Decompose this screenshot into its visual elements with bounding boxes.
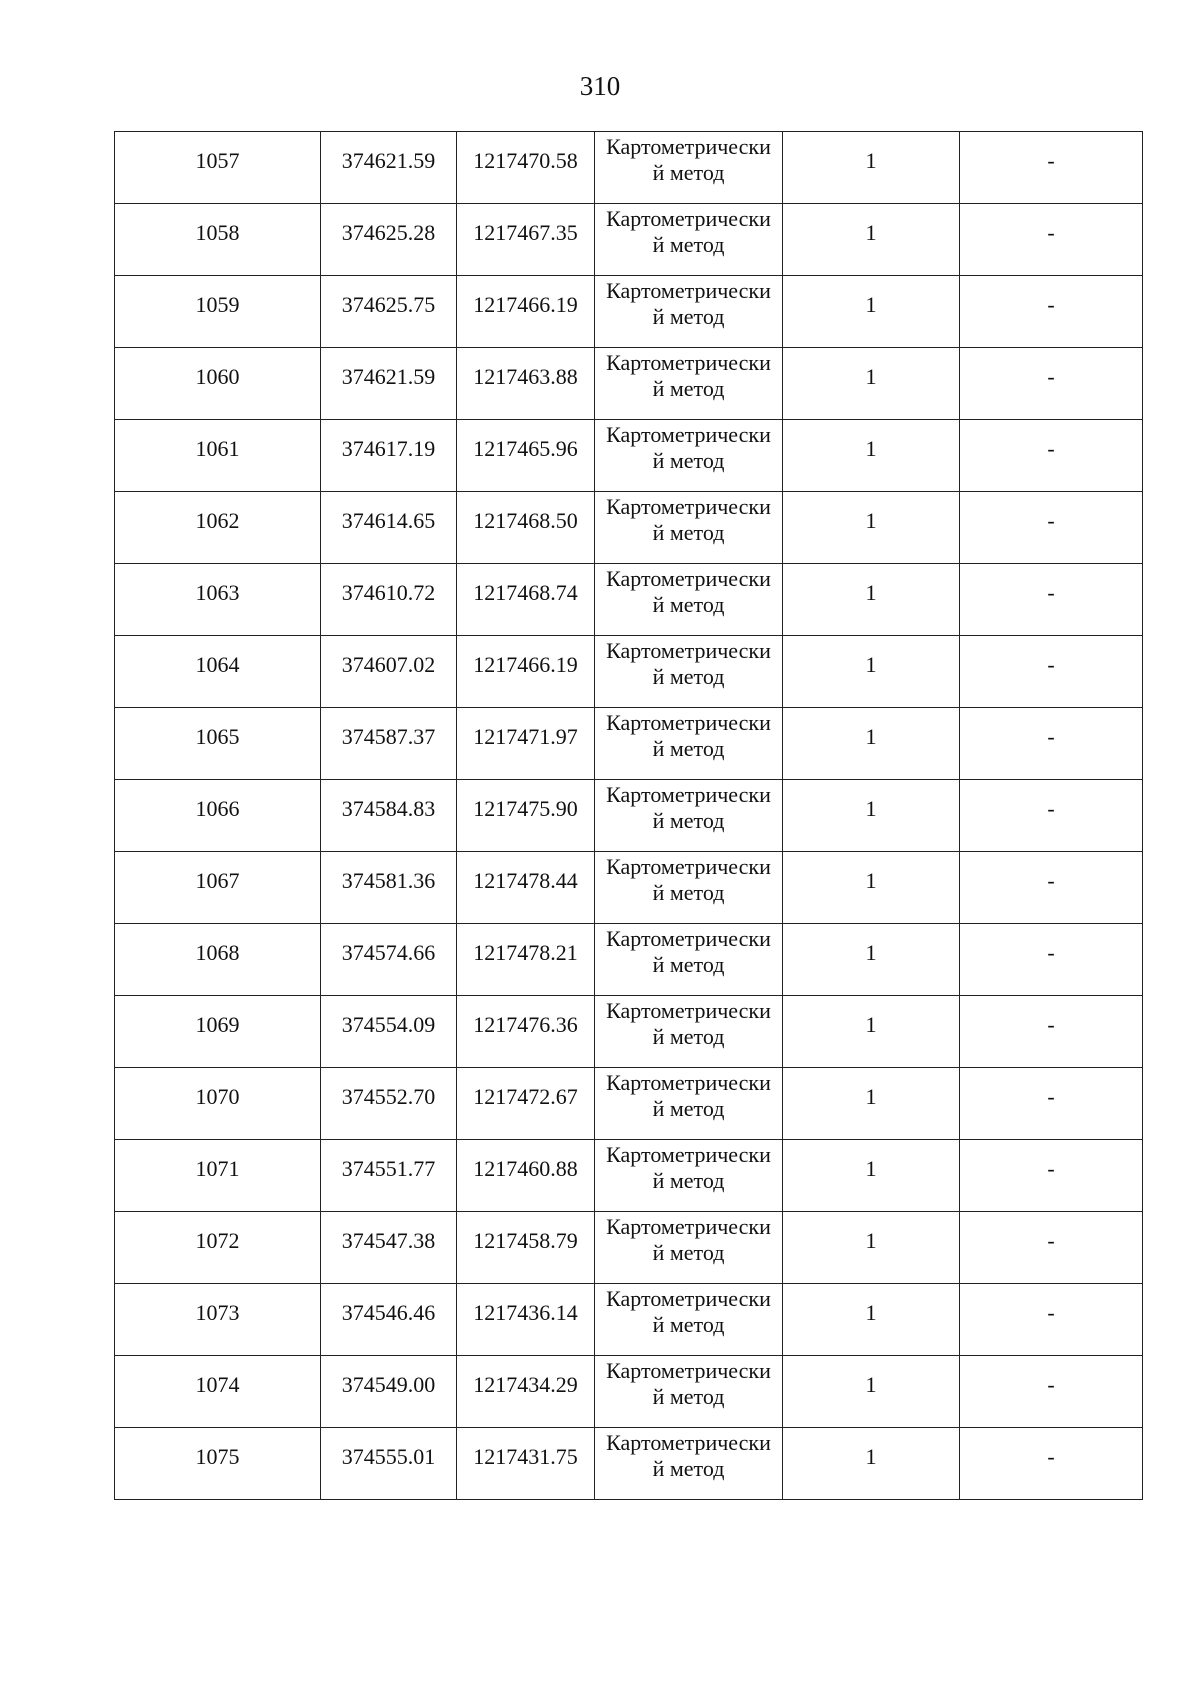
cell-x-coordinate: 374607.02 — [321, 636, 457, 708]
method-text-line-1: Картометрически — [606, 638, 771, 663]
method-text-line-1: Картометрически — [606, 854, 771, 879]
cell-description: - — [960, 1212, 1143, 1284]
method-text-line-2: й метод — [652, 880, 725, 905]
method-text-line-1: Картометрически — [606, 350, 771, 375]
method-text-line-1: Картометрически — [606, 926, 771, 951]
cell-description: - — [960, 132, 1143, 204]
cell-precision: 1 — [783, 276, 960, 348]
cell-description: - — [960, 564, 1143, 636]
cell-description: - — [960, 708, 1143, 780]
cell-method — [595, 924, 783, 996]
cell-point-number: 1067 — [115, 852, 321, 924]
cell-method — [595, 1140, 783, 1212]
table-row — [115, 1140, 1143, 1212]
method-text-line-2: й метод — [652, 1384, 725, 1409]
table-row — [115, 636, 1143, 708]
table-row — [115, 564, 1143, 636]
cell-description: - — [960, 420, 1143, 492]
cell-precision: 1 — [783, 924, 960, 996]
method-text-line-2: й метод — [652, 448, 725, 473]
cell-y-coordinate: 1217434.29 — [457, 1356, 595, 1428]
cell-method — [595, 1428, 783, 1500]
method-text-line-2: й метод — [652, 736, 725, 761]
cell-method — [595, 780, 783, 852]
method-text-line-1: Картометрически — [606, 206, 771, 231]
table-row — [115, 996, 1143, 1068]
cell-point-number: 1058 — [115, 204, 321, 276]
cell-x-coordinate: 374547.38 — [321, 1212, 457, 1284]
table-row — [115, 348, 1143, 420]
cell-x-coordinate: 374554.09 — [321, 996, 457, 1068]
table-row — [115, 852, 1143, 924]
method-text-line-2: й метод — [652, 304, 725, 329]
table-row — [115, 1356, 1143, 1428]
method-text-line-2: й метод — [652, 160, 725, 185]
cell-method — [595, 1356, 783, 1428]
cell-method — [595, 636, 783, 708]
cell-method — [595, 132, 783, 204]
cell-x-coordinate: 374621.59 — [321, 132, 457, 204]
coordinates-table-body — [115, 132, 1143, 1500]
cell-description: - — [960, 924, 1143, 996]
cell-point-number: 1068 — [115, 924, 321, 996]
cell-y-coordinate: 1217478.21 — [457, 924, 595, 996]
method-text-line-2: й метод — [652, 1456, 725, 1481]
method-text-line-2: й метод — [652, 952, 725, 977]
table-row — [115, 708, 1143, 780]
cell-point-number: 1071 — [115, 1140, 321, 1212]
cell-point-number: 1072 — [115, 1212, 321, 1284]
cell-description: - — [960, 1284, 1143, 1356]
cell-precision: 1 — [783, 1428, 960, 1500]
cell-precision: 1 — [783, 780, 960, 852]
method-text-line-1: Картометрически — [606, 998, 771, 1023]
cell-precision: 1 — [783, 420, 960, 492]
table-row — [115, 1284, 1143, 1356]
cell-x-coordinate: 374549.00 — [321, 1356, 457, 1428]
cell-method — [595, 852, 783, 924]
method-text-line-2: й метод — [652, 664, 725, 689]
method-text-line-1: Картометрически — [606, 1358, 771, 1383]
cell-y-coordinate: 1217471.97 — [457, 708, 595, 780]
cell-point-number: 1062 — [115, 492, 321, 564]
method-text-line-1: Картометрически — [606, 1430, 771, 1455]
method-text-line-1: Картометрически — [606, 1214, 771, 1239]
cell-y-coordinate: 1217468.50 — [457, 492, 595, 564]
cell-description: - — [960, 780, 1143, 852]
cell-description: - — [960, 348, 1143, 420]
cell-x-coordinate: 374584.83 — [321, 780, 457, 852]
cell-point-number: 1075 — [115, 1428, 321, 1500]
cell-precision: 1 — [783, 204, 960, 276]
table-row — [115, 132, 1143, 204]
cell-x-coordinate: 374625.28 — [321, 204, 457, 276]
method-text-line-2: й метод — [652, 520, 725, 545]
cell-description: - — [960, 636, 1143, 708]
cell-point-number: 1069 — [115, 996, 321, 1068]
cell-y-coordinate: 1217470.58 — [457, 132, 595, 204]
cell-x-coordinate: 374574.66 — [321, 924, 457, 996]
cell-x-coordinate: 374621.59 — [321, 348, 457, 420]
cell-y-coordinate: 1217472.67 — [457, 1068, 595, 1140]
cell-description: - — [960, 276, 1143, 348]
method-text-line-1: Картометрически — [606, 422, 771, 447]
cell-method — [595, 708, 783, 780]
method-text-line-1: Картометрически — [606, 1142, 771, 1167]
cell-y-coordinate: 1217466.19 — [457, 636, 595, 708]
cell-precision: 1 — [783, 492, 960, 564]
cell-precision: 1 — [783, 1284, 960, 1356]
cell-description: - — [960, 204, 1143, 276]
table-row — [115, 1428, 1143, 1500]
cell-method — [595, 492, 783, 564]
method-text-line-1: Картометрически — [606, 134, 771, 159]
cell-method — [595, 420, 783, 492]
cell-precision: 1 — [783, 996, 960, 1068]
cell-y-coordinate: 1217467.35 — [457, 204, 595, 276]
cell-y-coordinate: 1217431.75 — [457, 1428, 595, 1500]
cell-description: - — [960, 1068, 1143, 1140]
cell-x-coordinate: 374581.36 — [321, 852, 457, 924]
method-text-line-1: Картометрически — [606, 494, 771, 519]
cell-point-number: 1074 — [115, 1356, 321, 1428]
method-text-line-2: й метод — [652, 1312, 725, 1337]
table-row — [115, 204, 1143, 276]
method-text-line-2: й метод — [652, 1024, 725, 1049]
cell-precision: 1 — [783, 708, 960, 780]
cell-x-coordinate: 374546.46 — [321, 1284, 457, 1356]
table-row — [115, 780, 1143, 852]
cell-x-coordinate: 374587.37 — [321, 708, 457, 780]
cell-description: - — [960, 996, 1143, 1068]
cell-precision: 1 — [783, 564, 960, 636]
table-row — [115, 1068, 1143, 1140]
cell-method — [595, 996, 783, 1068]
cell-precision: 1 — [783, 636, 960, 708]
table-row — [115, 276, 1143, 348]
method-text-line-2: й метод — [652, 1240, 725, 1265]
method-text-line-2: й метод — [652, 1168, 725, 1193]
cell-y-coordinate: 1217436.14 — [457, 1284, 595, 1356]
cell-x-coordinate: 374610.72 — [321, 564, 457, 636]
cell-x-coordinate: 374551.77 — [321, 1140, 457, 1212]
coordinates-table — [114, 131, 1143, 1500]
cell-method — [595, 1284, 783, 1356]
cell-method — [595, 204, 783, 276]
cell-method — [595, 348, 783, 420]
cell-description: - — [960, 492, 1143, 564]
cell-method — [595, 276, 783, 348]
cell-y-coordinate: 1217465.96 — [457, 420, 595, 492]
cell-description: - — [960, 1428, 1143, 1500]
cell-point-number: 1073 — [115, 1284, 321, 1356]
cell-description: - — [960, 852, 1143, 924]
table-row — [115, 492, 1143, 564]
method-text-line-1: Картометрически — [606, 1286, 771, 1311]
cell-point-number: 1061 — [115, 420, 321, 492]
method-text-line-2: й метод — [652, 1096, 725, 1121]
cell-precision: 1 — [783, 348, 960, 420]
cell-point-number: 1057 — [115, 132, 321, 204]
cell-y-coordinate: 1217458.79 — [457, 1212, 595, 1284]
cell-precision: 1 — [783, 1068, 960, 1140]
cell-point-number: 1065 — [115, 708, 321, 780]
cell-method — [595, 1212, 783, 1284]
cell-point-number: 1060 — [115, 348, 321, 420]
cell-y-coordinate: 1217468.74 — [457, 564, 595, 636]
cell-precision: 1 — [783, 852, 960, 924]
method-text-line-1: Картометрически — [606, 710, 771, 735]
cell-method — [595, 564, 783, 636]
cell-method — [595, 1068, 783, 1140]
cell-description: - — [960, 1356, 1143, 1428]
cell-x-coordinate: 374625.75 — [321, 276, 457, 348]
cell-point-number: 1070 — [115, 1068, 321, 1140]
cell-precision: 1 — [783, 132, 960, 204]
cell-x-coordinate: 374555.01 — [321, 1428, 457, 1500]
method-text-line-1: Картометрически — [606, 1070, 771, 1095]
cell-y-coordinate: 1217460.88 — [457, 1140, 595, 1212]
table-row — [115, 1212, 1143, 1284]
cell-precision: 1 — [783, 1356, 960, 1428]
cell-y-coordinate: 1217466.19 — [457, 276, 595, 348]
cell-point-number: 1064 — [115, 636, 321, 708]
method-text-line-2: й метод — [652, 232, 725, 257]
cell-point-number: 1066 — [115, 780, 321, 852]
cell-x-coordinate: 374614.65 — [321, 492, 457, 564]
method-text-line-2: й метод — [652, 592, 725, 617]
table-row — [115, 420, 1143, 492]
cell-point-number: 1063 — [115, 564, 321, 636]
cell-y-coordinate: 1217478.44 — [457, 852, 595, 924]
method-text-line-1: Картометрически — [606, 782, 771, 807]
cell-y-coordinate: 1217476.36 — [457, 996, 595, 1068]
cell-description: - — [960, 1140, 1143, 1212]
cell-x-coordinate: 374552.70 — [321, 1068, 457, 1140]
page-number: 310 — [579, 71, 621, 101]
cell-y-coordinate: 1217463.88 — [457, 348, 595, 420]
cell-x-coordinate: 374617.19 — [321, 420, 457, 492]
method-text-line-1: Картометрически — [606, 566, 771, 591]
method-text-line-2: й метод — [652, 376, 725, 401]
table-row — [115, 924, 1143, 996]
cell-point-number: 1059 — [115, 276, 321, 348]
cell-precision: 1 — [783, 1212, 960, 1284]
cell-y-coordinate: 1217475.90 — [457, 780, 595, 852]
method-text-line-1: Картометрически — [606, 278, 771, 303]
method-text-line-2: й метод — [652, 808, 725, 833]
cell-precision: 1 — [783, 1140, 960, 1212]
